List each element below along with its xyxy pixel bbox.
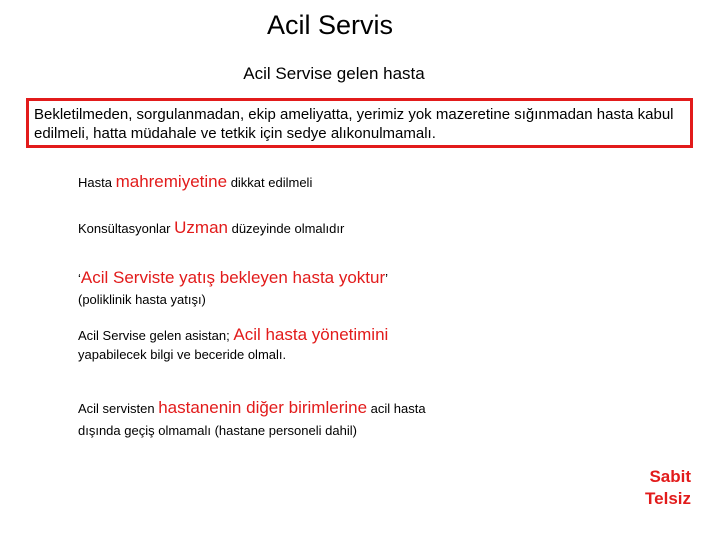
item-transfer-emphasis: hastanenin diğer birimlerine <box>158 398 368 417</box>
item-transfer-pre: Acil servisten <box>78 401 159 416</box>
corner-label <box>645 466 691 510</box>
slide-subtitle: Acil Servise gelen hasta <box>243 64 425 83</box>
item-transfer-post: acil hasta <box>367 401 426 416</box>
item-transfer <box>78 398 426 418</box>
item-no-waiting-pre: ‘ <box>78 271 81 286</box>
item-privacy-pre: Hasta <box>78 175 116 190</box>
item-no-waiting-note: (poliklinik hasta yatışı) <box>78 292 206 307</box>
item-no-waiting-emphasis: Acil Serviste yatış bekleyen hasta yoktur <box>80 268 386 287</box>
item-privacy <box>78 172 312 192</box>
item-consultation-pre: Konsültasyonlar <box>78 221 175 236</box>
item-assistant-emphasis: Acil hasta yönetimini <box>233 325 389 344</box>
item-no-waiting <box>78 268 388 288</box>
item-assistant-note: yapabilecek bilgi ve beceride olmalı. <box>78 347 287 362</box>
slide-title: Acil Servis <box>266 10 394 40</box>
corner-label-line1: Sabit <box>649 467 691 486</box>
item-assistant-pre: Acil Servise gelen asistan; <box>78 328 234 343</box>
corner-label-line2: Telsiz <box>645 489 691 508</box>
item-consultation-emphasis: Uzman <box>174 218 228 237</box>
highlight-box-text: Bekletilmeden, sorgulanmadan, ekip ameliyatta, yerimiz yok mazeretine sığınmadan hasta kabul edilmeli, hatta müdahale ve tetkik için sedye alıkonulmamalı. <box>34 106 674 142</box>
item-no-waiting-post: ’ <box>385 271 389 286</box>
item-privacy-emphasis: mahremiyetine <box>115 172 228 191</box>
item-consultation <box>78 218 344 238</box>
item-assistant <box>78 325 388 345</box>
item-transfer-note: dışında geçiş olmamalı (hastane personeli dahil) <box>78 423 357 438</box>
item-consultation-post: düzeyinde olmalıdır <box>227 221 345 236</box>
item-privacy-post: dikkat edilmeli <box>227 175 313 190</box>
